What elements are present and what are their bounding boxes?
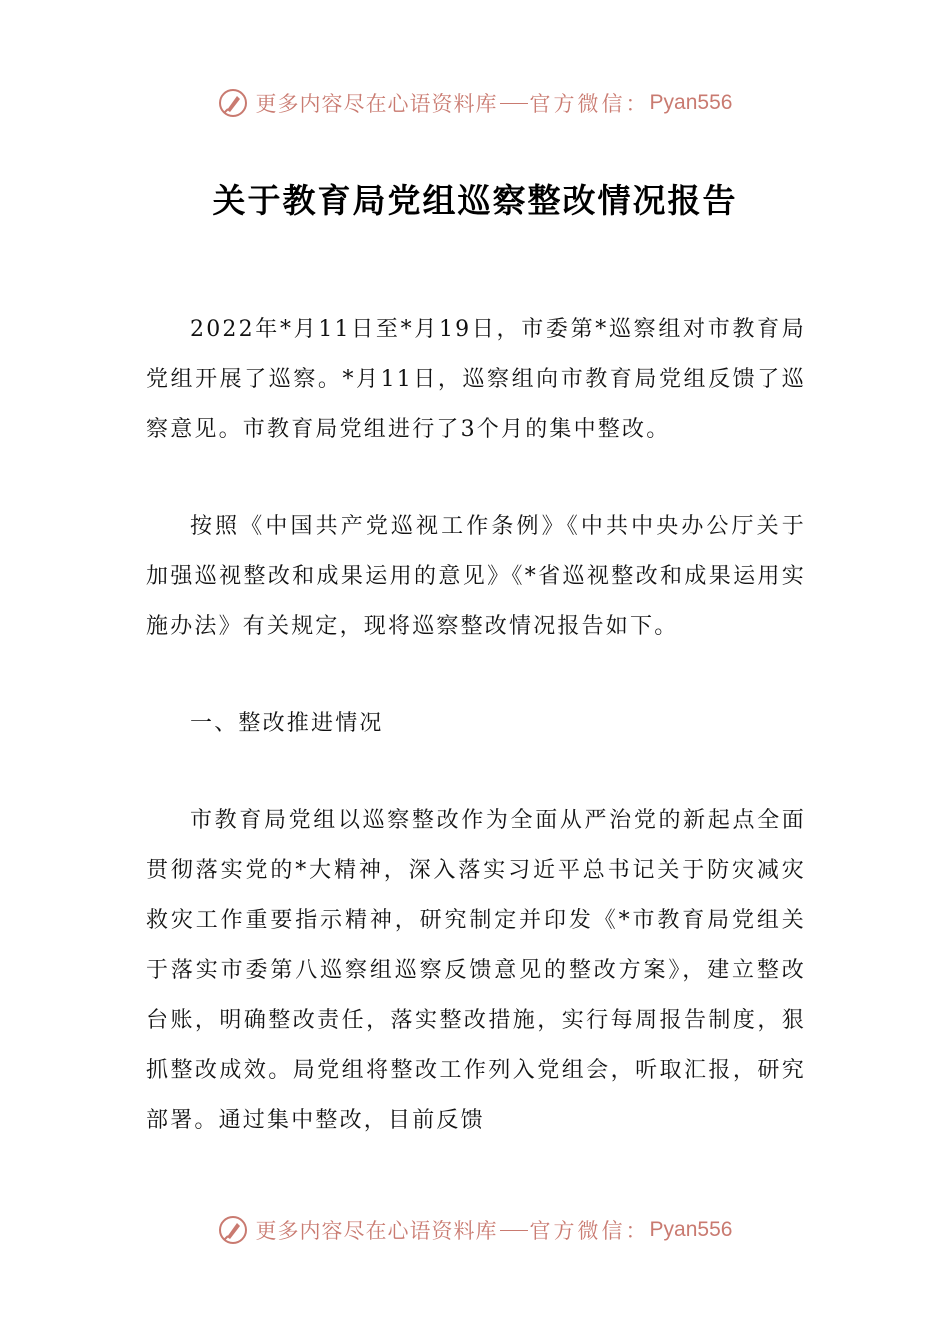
document-title: 关于教育局党组巡察整改情况报告 [212,181,738,220]
paragraph-basis: 按照《中国共产党巡视工作条例》《中共中央办公厅关于加强巡视整改和成果运用的意见》《*省巡视整改和成果运用实施办法》有关规定，现将巡察整改情况报告如下。 [146,514,806,639]
watermark-brand: 更多内容尽在心语资料库 [255,92,498,116]
pen-nib-icon [218,1215,248,1245]
watermark-wechat-id: Pyan556 [649,91,733,114]
watermark-wechat-label: 官方微信： [529,92,650,116]
paragraph-section-body: 市教育局党组以巡察整改作为全面从严治党的新起点全面贯彻落实党的*大精神，深入落实习近平总书记关于防灾减灾救灾工作重要指示精神，研究制定并印发《*市教育局党组关于落实市委第八巡察组巡察反馈意见的整改方案》，建立整改台账，明确整改责任，落实整改措施，实行每周报告制度，狠抓整改成效。局党组将整改工作列入党组会，听取汇报，研究部署。通过集中整改，目前反馈 [146,808,806,1133]
watermark-separator [500,103,528,104]
watermark-brand: 更多内容尽在心语资料库 [255,1219,498,1243]
pen-nib-icon [218,88,248,118]
watermark-separator [500,1230,528,1231]
watermark-wechat-id: Pyan556 [649,1218,733,1241]
footer-watermark [0,1212,950,1248]
document-body [146,305,806,1193]
watermark-wechat-label: 官方微信： [529,1219,650,1243]
paragraph-intro: 2022年*月11日至*月19日，市委第*巡察组对市教育局党组开展了巡察。*月11日，巡察组向市教育局党组反馈了巡察意见。市教育局党组进行了3个月的集中整改。 [146,317,806,442]
header-watermark [0,85,950,121]
section-heading: 一、整改推进情况 [190,711,384,736]
